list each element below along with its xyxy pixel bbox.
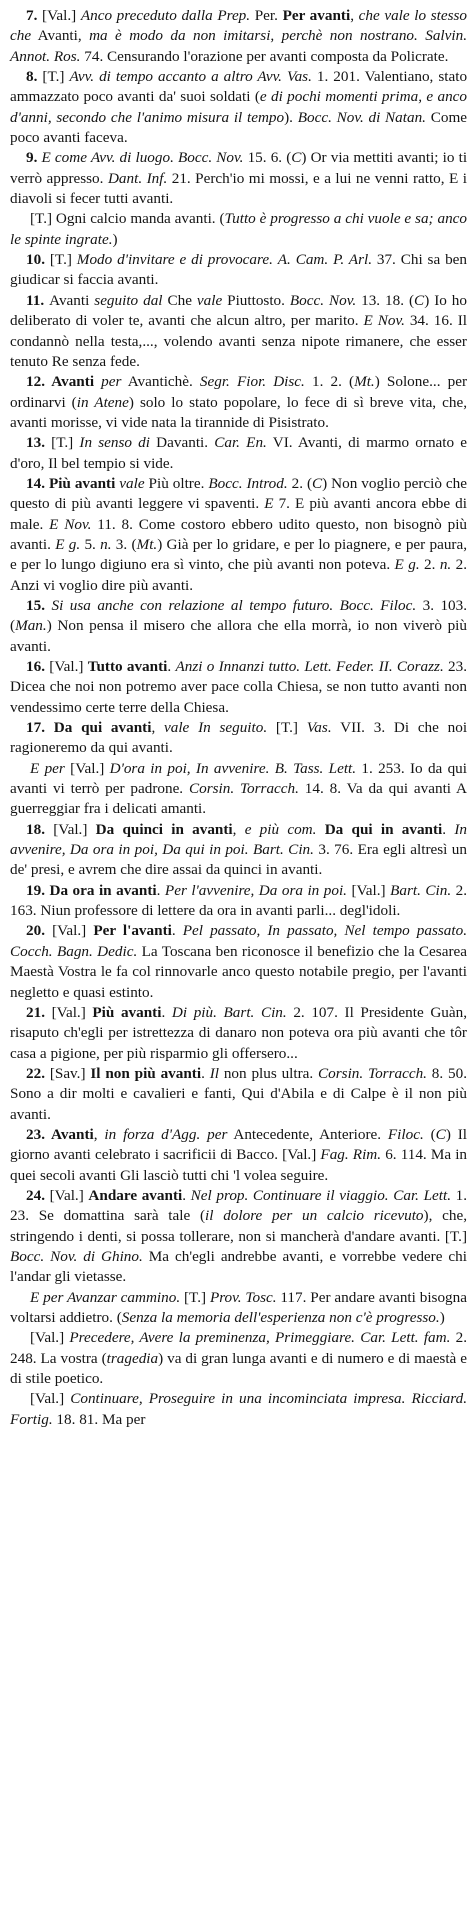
italic-gloss: Continuare, Proseguire in una incominciata impresa.: [70, 1390, 406, 1408]
entry-text: ) Già per lo gridare, e per lo piagnere, e per paura, e per lo lungo digiuno era sì vinto, che più avanti non poteva.: [10, 535, 468, 574]
entry-text: [T.]: [267, 719, 307, 737]
italic-gloss: In senso di: [79, 434, 150, 452]
italic-gloss: Fag. Rim.: [320, 1146, 382, 1164]
entry-text: Piuttosto.: [222, 291, 290, 309]
dictionary-entry-e23: [10, 1125, 467, 1186]
italic-gloss: Nel prop. Continuare il viaggio.: [190, 1186, 389, 1204]
entry-text: Che: [162, 291, 197, 309]
entry-text: 2.: [419, 556, 440, 574]
headword-phrase: Da ora in avanti: [49, 881, 157, 899]
entry-text: [Val.]: [30, 1390, 71, 1408]
entry-text: 7. E più avanti ancora ebbe di male.: [10, 495, 467, 533]
entry-number: 17.: [26, 719, 54, 737]
italic-gloss: Bocc. Nov. di Natan.: [297, 108, 426, 126]
entry-text: [189, 719, 198, 736]
entry-text: Più oltre.: [144, 474, 209, 492]
dictionary-entry-e20: [10, 921, 467, 1002]
entry-text: 1. 2. (: [304, 373, 355, 391]
entry-text: Avantichè.: [121, 373, 200, 391]
italic-gloss: il dolore per un calcio ricevuto: [205, 1207, 424, 1225]
dictionary-entry-e9: [10, 148, 467, 209]
italic-gloss: Segr. Fior. Disc.: [199, 373, 305, 391]
entry-text: ) solo lo stato popolare, lo fece di sì breve vita, che, avanti morisse, vi vide nata la tirannide di Pisistrato.: [10, 393, 467, 431]
dictionary-entry-e19: [10, 881, 467, 922]
entry-text: .: [442, 820, 455, 838]
dictionary-entry-e22: [10, 1064, 467, 1125]
entry-number: 22.: [26, 1064, 50, 1082]
entry-text: 2. 163. Niun professore di lettere da ora in avanti parli... degl'idoli.: [10, 881, 468, 920]
italic-gloss: tragedia: [106, 1349, 159, 1367]
entry-number: 18.: [26, 820, 54, 838]
dictionary-entry-e18: [10, 820, 467, 881]
dictionary-entry-e24: [10, 1186, 467, 1288]
headword-phrase: Il non più avanti: [90, 1064, 202, 1082]
italic-gloss: Mt.: [136, 535, 158, 553]
entry-text: 34. 16. Il condannò nella testa,..., volendo avanti senza nipote rimanere, che esser tenuto Re senza fede.: [10, 312, 467, 370]
headword-phrase: Più avanti: [92, 1003, 162, 1021]
italic-gloss: Precedere, Avere la preminenza, Primeggiare.: [69, 1329, 355, 1347]
italic-gloss: Corsin. Torracch.: [188, 780, 299, 798]
entry-text: 18. 81. Ma per: [52, 1410, 146, 1428]
entry-text: ,: [350, 7, 359, 24]
italic-gloss: Modo d'invitare e di provocare.: [76, 251, 273, 269]
entry-text: ) va di gran lunga avanti e di numero e di maestà e di stile poetico.: [10, 1349, 467, 1388]
italic-gloss: E g.: [55, 535, 81, 553]
italic-gloss: In seguito.: [198, 719, 268, 737]
entry-text: 2. Anzi vi voglio dire più avanti.: [10, 556, 468, 594]
italic-gloss: e di pochi momenti prima, e anco d'anni, secondo che l'animo misura il tempo: [10, 88, 467, 126]
entry-text: 8. 50. Sono a dir molti e cavalieri e fanti, Qui d'Abila e di Calpe è il non più avanti.: [10, 1064, 467, 1123]
dictionary-page: [10, 6, 467, 1430]
headword-phrase: Da quinci in avanti: [95, 820, 233, 838]
italic-gloss: Bart. Cin.: [223, 1003, 287, 1021]
dictionary-entry-e8: [10, 67, 467, 148]
entry-number: 12.: [26, 373, 52, 391]
italic-gloss: Vas.: [306, 719, 332, 737]
entry-text: 13. 18. (: [356, 291, 415, 309]
entry-text: ) Il giorno avanti celebrato i sacrificii di Bacco. [Val.]: [10, 1125, 467, 1164]
entry-text: Davanti.: [150, 434, 215, 452]
italic-gloss: Bocc. Nov.: [289, 291, 357, 309]
italic-gloss: E: [264, 495, 274, 513]
italic-gloss: in Atene: [76, 393, 129, 411]
headword-phrase: Da qui avanti: [53, 719, 152, 737]
entry-text: 3. (: [111, 535, 137, 553]
entry-text: 2. (: [287, 474, 313, 492]
entry-text: 2. 107. Il Presidente Guàn, risaputo ch'egli per istrettezza di danaro non poteva ora più avanti che tôr casa a pigione, per più risparmio gli offersero...: [10, 1003, 468, 1062]
entry-text: 11. 8. Come costoro ebbero udito questo, non bisognò più avanti.: [10, 515, 468, 553]
italic-gloss: Per l'avvenire, Da ora in poi.: [164, 881, 347, 899]
entry-text: Avanti: [49, 291, 95, 309]
italic-gloss: Di più.: [171, 1003, 217, 1021]
italic-gloss: n.: [100, 535, 112, 553]
italic-gloss: C: [414, 291, 425, 309]
entry-text: [T.]: [51, 434, 80, 452]
entry-text: ) Non voglio perciò che questo di più avanti leggere vi spaventi.: [10, 474, 468, 513]
entry-text: .: [201, 1064, 210, 1082]
dictionary-entry-e11: [10, 291, 467, 372]
italic-gloss: e più com.: [244, 820, 317, 838]
entry-text: [Val.]: [30, 1329, 70, 1347]
italic-gloss: seguito dal: [94, 291, 163, 309]
italic-gloss: che vale lo stesso che: [10, 7, 467, 45]
italic-gloss: Si usa anche con relazione al tempo futuro.: [51, 596, 334, 614]
dictionary-entry-e13: [10, 433, 467, 474]
italic-gloss: Bocc. Nov.: [178, 149, 244, 167]
italic-gloss: Bocc. Introd.: [208, 474, 288, 492]
headword-phrase: Andare avanti: [88, 1186, 183, 1204]
dictionary-entry-e9b: [10, 209, 467, 250]
italic-gloss: E g.: [394, 556, 420, 574]
entry-text: Ma ch'egli andrebbe avanti, e vorrebbe vedere chi l'andar gli vietasse.: [10, 1247, 467, 1286]
entry-text: [316, 821, 324, 838]
entry-text: 117. Per andare avanti bisogna voltarsi addietro. (: [10, 1288, 467, 1326]
entry-number: 11.: [26, 291, 50, 309]
dictionary-entry-e24d: [10, 1389, 467, 1430]
italic-gloss: vale: [196, 291, 223, 309]
entry-text: [Val.]: [64, 759, 110, 777]
entry-number: 24.: [26, 1186, 50, 1204]
entry-text: [Val.]: [42, 7, 81, 24]
italic-gloss: Bart. Cin.: [390, 881, 452, 899]
headword-phrase: Per l'avanti: [93, 922, 172, 940]
entry-number: 19.: [26, 881, 50, 899]
dictionary-entry-e24c: [10, 1328, 467, 1389]
entry-text: (: [423, 1125, 436, 1143]
italic-gloss: Prov. Tosc.: [209, 1288, 277, 1306]
italic-gloss: C: [312, 474, 323, 492]
entry-text: 37. Chi sa ben giudicar si faccia avanti.: [10, 251, 468, 289]
dictionary-entry-e16: [10, 657, 467, 718]
headword-phrase: Tutto avanti: [87, 658, 168, 675]
italic-gloss: ma è modo da non imitarsi, perchè non nostrano.: [89, 27, 418, 45]
entry-text: 74. Censurando l'orazione per avanti composta da Policrate.: [80, 47, 449, 65]
italic-gloss: Car. Lett.: [393, 1186, 452, 1204]
entry-text: ): [112, 230, 118, 248]
italic-gloss: Dant. Inf.: [107, 169, 168, 187]
italic-gloss: vale: [119, 474, 145, 492]
italic-gloss: Bocc. Nov. di Ghino.: [10, 1247, 143, 1265]
entry-text: [Sav.]: [49, 1064, 91, 1082]
entry-text: non plus ultra.: [219, 1064, 319, 1082]
entry-text: .: [161, 1003, 172, 1021]
entry-text: ,: [151, 719, 164, 737]
entry-text: VI. Avanti, di marmo ornato e d'oro, Il bel tempio si vide.: [10, 434, 468, 472]
entry-text: ) Or via mettiti avanti; io ti verrò appresso.: [10, 149, 468, 187]
entry-text: .: [171, 922, 183, 940]
dictionary-entry-e24b: [10, 1288, 467, 1329]
italic-gloss: per: [101, 373, 122, 391]
entry-text: ) Solone... per ordinarvi (: [10, 373, 468, 411]
entry-text: 1. 253. Io da qui avanti vi terrò per padrone.: [10, 759, 467, 798]
entry-text: [T.]: [49, 251, 77, 269]
italic-gloss: Cocch. Bagn. Dedic.: [10, 942, 138, 960]
italic-gloss: Bart. Cin.: [252, 841, 314, 859]
entry-text: [Val.]: [49, 1186, 89, 1204]
entry-text: [T.]: [180, 1288, 210, 1306]
italic-gloss: Pel passato, In passato, Nel tempo passato.: [182, 922, 468, 940]
entry-number: 8.: [26, 68, 43, 86]
italic-gloss: C: [291, 149, 302, 167]
entry-text: .: [167, 658, 176, 675]
headword-phrase: Più avanti: [48, 474, 116, 492]
entry-text: ,: [93, 1125, 105, 1143]
dictionary-entry-e15: [10, 596, 467, 657]
italic-gloss: Il: [209, 1064, 219, 1082]
entry-number: 10.: [26, 251, 50, 269]
entry-text: Come poco avanti faceva.: [10, 108, 468, 147]
entry-text: 15. 6. (: [243, 149, 292, 167]
italic-gloss: Car. Lett. fam.: [360, 1329, 451, 1347]
entry-text: 14. 8. Va da qui avanti A guerreggiar fra i delicati amanti.: [10, 780, 467, 818]
entry-text: [Val.]: [49, 658, 88, 675]
entry-text: 2. 248. La vostra (: [10, 1329, 468, 1367]
entry-text: ) Io ho deliberato di voler te, avanti che alcun altro, per marito.: [10, 291, 467, 330]
italic-gloss: E per Avanzar cammino.: [30, 1288, 181, 1306]
dictionary-entry-e7: [10, 6, 467, 67]
entry-text: [T.] Ogni calcio manda avanti. (: [30, 210, 225, 228]
entry-text: ).: [284, 108, 298, 126]
dictionary-entry-e12: [10, 372, 467, 433]
italic-gloss: n.: [439, 556, 452, 574]
entry-text: Per.: [250, 7, 283, 24]
italic-gloss: Anco preceduto dalla Prep.: [80, 7, 251, 24]
dictionary-entry-e17b: [10, 759, 467, 820]
italic-gloss: E come Avv. di luogo.: [41, 149, 174, 167]
italic-gloss: vale: [164, 719, 190, 737]
entry-text: 23. Dicea che noi non potremo aver pace colla Chiesa, se non tutto avanti non vendessimo certe terre della Chiesa.: [10, 658, 468, 716]
headword-phrase: Avanti: [51, 1125, 94, 1143]
entry-number: 7.: [26, 7, 43, 24]
entry-text: Avanti,: [31, 27, 90, 45]
entry-text: 5.: [80, 535, 101, 553]
italic-gloss: Man.: [15, 617, 47, 635]
entry-text: La Toscana ben riconosce il benefizio che la Cesarea Maestà Vostra le fa col rinnovarle anco questo notabile pregio, per l'avanti negletto e quasi estinto.: [10, 942, 467, 1001]
italic-gloss: Senza la memoria dell'esperienza non c'è progresso.: [121, 1309, 440, 1326]
entry-text: [Val.]: [51, 1003, 93, 1021]
italic-gloss: B. Tass. Lett.: [274, 759, 357, 777]
entry-text: [Val.]: [52, 922, 94, 940]
entry-number: 13.: [26, 434, 52, 452]
italic-gloss: E Nov.: [363, 312, 405, 330]
entry-number: 16.: [26, 658, 50, 675]
headword-phrase: Avanti: [51, 373, 95, 391]
entry-text: [Val.]: [53, 820, 96, 838]
entry-number: 14.: [26, 474, 49, 492]
entry-text: ): [439, 1309, 445, 1326]
italic-gloss: Vas.: [287, 68, 312, 86]
dictionary-entry-e21: [10, 1003, 467, 1064]
entry-text: [Val.]: [346, 881, 391, 899]
italic-gloss: Mt.: [354, 373, 375, 391]
entry-text: ), che, stringendo i denti, si possa tollerare, non si mancherà d'andare avanti. [T.]: [10, 1207, 467, 1245]
italic-gloss: Bocc. Filoc.: [339, 596, 417, 614]
italic-gloss: in forza d'Agg. per: [104, 1125, 228, 1143]
entry-text: .: [156, 881, 165, 899]
entry-text: VII. 3. Di che noi ragioneremo da qui avanti.: [10, 719, 468, 757]
entry-text: 3. 76. Era egli altresì un de' presi, e avrem che dire assai da quinci in avanti.: [10, 841, 467, 879]
dictionary-entry-e17: [10, 718, 467, 759]
italic-gloss: D'ora in poi, In avvenire.: [109, 759, 270, 777]
entry-number: 9.: [26, 149, 42, 167]
italic-gloss: Salvin. Annot. Ros.: [10, 27, 467, 65]
italic-gloss: A. Cam. P. Arl.: [277, 251, 372, 269]
italic-gloss: Car. En.: [214, 434, 267, 452]
entry-number: 15.: [26, 596, 52, 614]
italic-gloss: Anzi o Innanzi tutto. Lett. Feder. II. Corazz.: [175, 658, 444, 675]
entry-number: 21.: [26, 1003, 52, 1021]
headword-phrase: Da qui in avanti: [324, 820, 443, 838]
entry-text: 3. 103. (: [10, 596, 468, 635]
entry-number: 20.: [26, 922, 53, 940]
entry-text: [T.]: [42, 68, 70, 86]
italic-gloss: C: [435, 1125, 446, 1143]
entry-text: 1. 23. Se domattina sarà tale (: [10, 1186, 468, 1225]
italic-gloss: E per: [30, 759, 65, 777]
entry-text: [217, 1004, 224, 1021]
italic-gloss: E Nov.: [49, 515, 92, 533]
entry-text: Antecedente, Anteriore.: [227, 1125, 388, 1143]
entry-text: 6. 114. Ma in quei secoli avanti Gli lasciò tutti chi 'l volea seguire.: [10, 1146, 468, 1184]
headword-phrase: Per avanti: [282, 7, 351, 24]
italic-gloss: Ricciard. Fortig.: [10, 1390, 468, 1428]
dictionary-entry-e14: [10, 474, 467, 596]
entry-text: 1. 201. Valentiano, stato ammazzato poco avanti da' suoi soldati (: [10, 68, 468, 106]
italic-gloss: Filoc.: [387, 1125, 424, 1143]
entry-number: 23.: [26, 1125, 51, 1143]
italic-gloss: Avv. di tempo accanto a altro Avv.: [69, 68, 282, 86]
italic-gloss: Tutto è progresso a chi vuole e sa; anco le spinte ingrate.: [10, 210, 468, 248]
entry-text: ,: [232, 820, 245, 838]
entry-text: 21. Perch'io mi mossi, e a lui ne venni ratto, E i diavoli si fecer tutti avanti.: [10, 169, 468, 208]
dictionary-entry-e10: [10, 250, 467, 291]
italic-gloss: Corsin. Torracch.: [318, 1064, 427, 1082]
entry-text: ) Non pensa il misero che allora che ella morrà, io non viverò più avanti.: [10, 617, 467, 655]
italic-gloss: In avvenire, Da ora in poi, Da qui in poi.: [10, 820, 467, 859]
entry-text: .: [182, 1186, 191, 1204]
